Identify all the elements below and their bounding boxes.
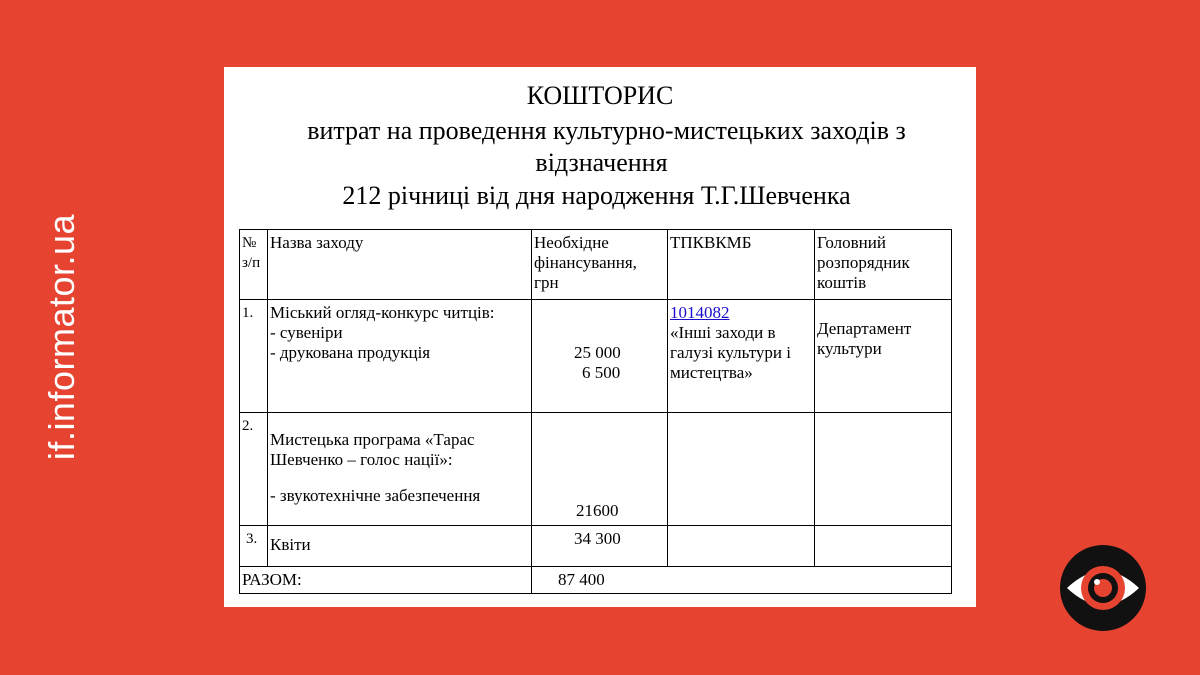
- header-name: Назва заходу: [268, 230, 532, 300]
- row1-code-cell: [668, 299, 815, 412]
- row2-number: 2.: [240, 413, 268, 526]
- row1-name-cell: [268, 299, 532, 412]
- row2-name-cell: [268, 413, 532, 526]
- table-row: [240, 526, 952, 566]
- header-number-b: з/п: [242, 255, 261, 271]
- table-header-row: [240, 230, 952, 300]
- row2-name-b: Шевченко – голос нації»:: [270, 450, 453, 469]
- header-code: ТПКВКМБ: [668, 230, 815, 300]
- row1-manager-cell: [815, 299, 952, 412]
- row3-name-cell: [268, 526, 532, 566]
- header-manager: [815, 230, 952, 300]
- row2-name-a: Мистецька програма «Тарас: [270, 430, 475, 449]
- total-row: [240, 566, 952, 593]
- document-subtitle-line2: відзначення: [535, 148, 668, 177]
- total-amount-cell: [532, 566, 952, 593]
- row1-code-desc-b: галузі культури і: [670, 342, 791, 362]
- row1-code-desc-a: «Інші заходи в: [670, 322, 776, 342]
- header-number-a: №: [242, 235, 257, 251]
- row1-amount-cell: [532, 299, 668, 412]
- total-amount: 87 400: [558, 569, 605, 589]
- row1-item-b: - друкована продукція: [270, 342, 431, 362]
- header-manager-a: Головний: [817, 233, 886, 252]
- estimate-document: [224, 67, 976, 607]
- row3-number: 3.: [240, 526, 268, 566]
- row3-amount-cell: [532, 526, 668, 566]
- header-funding-c: грн: [534, 273, 559, 292]
- row1-code-desc-c: мистецтва»: [670, 362, 753, 382]
- row1-name: Міський огляд-конкурс читців:: [270, 302, 495, 322]
- table-row: [240, 299, 952, 412]
- row1-manager-a: Департамент: [817, 318, 912, 338]
- row3-code-cell: [668, 526, 815, 566]
- row1-item-a: - сувеніри: [270, 322, 343, 342]
- total-label: РАЗОМ:: [240, 566, 532, 593]
- document-title: КОШТОРИС: [526, 81, 674, 110]
- row2-manager-cell: [815, 413, 952, 526]
- row2-item: - звукотехнічне забезпечення: [270, 486, 481, 505]
- header-manager-c: коштів: [817, 273, 867, 292]
- row2-code-cell: [668, 413, 815, 526]
- header-funding-b: фінансування,: [534, 253, 637, 272]
- row3-manager-cell: [815, 526, 952, 566]
- header-manager-b: розпорядник: [817, 253, 910, 272]
- row3-name: Квіти: [270, 535, 311, 555]
- row1-number: 1.: [240, 299, 268, 412]
- estimate-table: [239, 229, 952, 594]
- header-funding: [532, 230, 668, 300]
- row2-amount: 21600: [576, 501, 619, 520]
- header-number: [240, 230, 268, 300]
- table-row: [240, 413, 952, 526]
- row3-amount: 34 300: [574, 529, 621, 549]
- row1-manager-b: культури: [817, 338, 882, 358]
- row1-amount-a: 25 000: [574, 342, 621, 362]
- document-subtitle-line1: витрат на проведення культурно-мистецьких заходів з: [307, 116, 906, 145]
- header-funding-a: Необхідне: [534, 233, 609, 252]
- row1-amount-b: 6 500: [582, 362, 621, 382]
- budget-code-link[interactable]: 1014082: [670, 302, 730, 322]
- document-subtitle-line3: 212 річниці від дня народження Т.Г.Шевченка: [342, 181, 851, 210]
- row2-amount-cell: [532, 413, 668, 526]
- eye-logo-icon: [1059, 544, 1147, 632]
- site-brand: if.informator.ua: [41, 213, 82, 461]
